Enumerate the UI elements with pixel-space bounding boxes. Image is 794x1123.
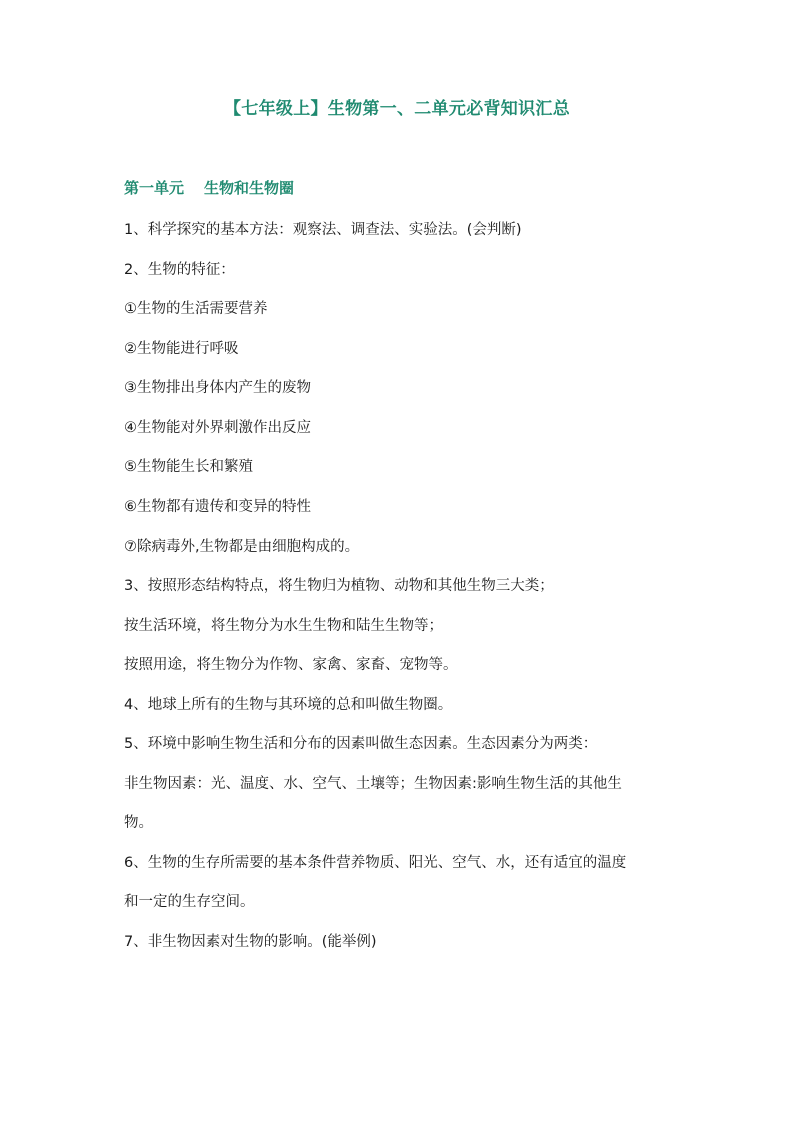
line-feature-cells: ⑦除病毒外,生物都是由细胞构成的。 bbox=[124, 539, 360, 555]
line-2-features-heading: 2、生物的特征： bbox=[124, 262, 235, 278]
line-feature-respiration: ②生物能进行呼吸 bbox=[124, 341, 239, 357]
section-name: 生物和生物圈 bbox=[204, 179, 295, 197]
line-classification-env: 按生活环境，将生物分为水生生物和陆生生物等； bbox=[124, 618, 443, 634]
line-4-biosphere: 4、地球上所有的生物与其环境的总和叫做生物圈。 bbox=[124, 697, 453, 713]
line-feature-excretion: ③生物排出身体内产生的废物 bbox=[124, 380, 311, 396]
line-5-ecological-factors: 5、环境中影响生物生活和分布的因素叫做生态因素。生态因素分为两类： bbox=[124, 736, 598, 752]
line-feature-response: ④生物能对外界刺激作出反应 bbox=[124, 420, 311, 436]
section-heading bbox=[124, 177, 294, 199]
line-factor-types: 非生物因素：光、温度、水、空气、土壤等；生物因素:影响生物生活的其他生 bbox=[124, 776, 622, 792]
line-feature-growth: ⑤生物能生长和繁殖 bbox=[124, 459, 253, 475]
line-3-classification: 3、按照形态结构特点，将生物归为植物、动物和其他生物三大类； bbox=[124, 578, 554, 594]
section-label: 第一单元 bbox=[124, 179, 185, 197]
line-classification-use: 按照用途，将生物分为作物、家禽、家畜、宠物等。 bbox=[124, 657, 458, 673]
line-7-abiotic-effects: 7、非生物因素对生物的影响。(能举例) bbox=[124, 934, 377, 950]
line-conditions-cont: 和一定的生存空间。 bbox=[124, 894, 255, 910]
line-1-methods: 1、科学探究的基本方法：观察法、调查法、实验法。(会判断) bbox=[124, 222, 522, 238]
document-title: 【七年级上】生物第一、二单元必背知识汇总 bbox=[224, 99, 570, 119]
line-6-conditions: 6、生物的生存所需要的基本条件营养物质、阳光、空气、水，还有适宜的温度 bbox=[124, 855, 627, 871]
line-feature-nutrition: ①生物的生活需要营养 bbox=[124, 301, 268, 317]
line-factor-types-cont: 物。 bbox=[124, 815, 153, 831]
line-feature-heredity: ⑥生物都有遗传和变异的特性 bbox=[124, 499, 311, 515]
